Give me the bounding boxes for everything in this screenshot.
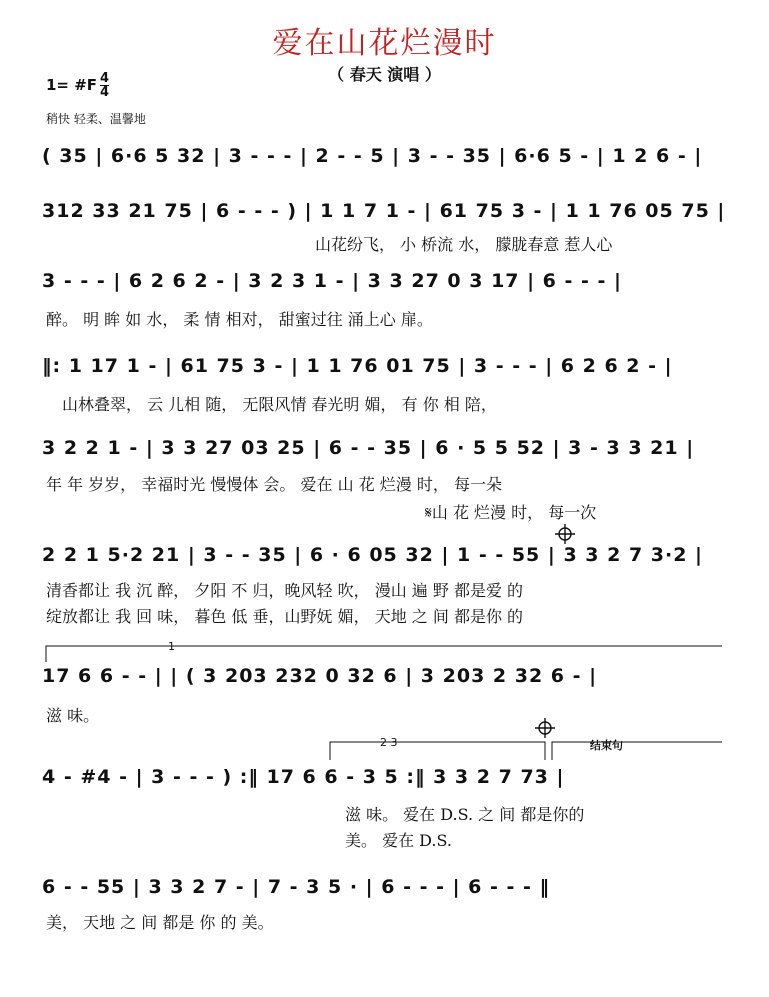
lyric-line-3: 山林叠翠， 云 儿相 随， 无限风情 春光明 媚， 有 你 相 陪， bbox=[62, 395, 497, 414]
lyric-line-1: 山花纷飞， 小 桥流 水， 朦胧春意 惹人心 bbox=[315, 235, 613, 254]
time-signature-top: 4 bbox=[100, 71, 110, 86]
lyric-line-7: 滋 味。 bbox=[46, 706, 100, 725]
coda-icon bbox=[555, 524, 575, 544]
music-line-9: 6 - - 55 | 3 3 2 7 - | 7 - 3 5 · | 6 - - - | 6 - - - ‖ bbox=[42, 876, 550, 898]
time-signature-bottom: 4 bbox=[100, 85, 110, 100]
music-line-4: ‖: 1 17 1 - | 61 75 3 - | 1 1 76 01 75 | 3 - - - | 6 2 6 2 - | bbox=[42, 355, 673, 377]
lyric-line-9: 美。 爱在 D.S. bbox=[345, 831, 452, 850]
music-line-7: 17 6 6 - - | | ( 3 203 232 0 32 6 | 3 203 2 32 6 - | bbox=[42, 665, 598, 687]
lyric-line-8: 滋 味。 爱在 D.S. 之 间 都是你的 bbox=[345, 805, 585, 824]
lyric-line-10: 美， 天地 之 间 都是 你 的 美。 bbox=[46, 913, 274, 932]
coda-icon bbox=[535, 718, 555, 738]
singer-credit: （ 春天 演唱 ） bbox=[328, 65, 441, 84]
music-line-2: 312 33 21 75 | 6 - - - ) | 1 1 7 1 - | 61 75 3 - | 1 1 76 05 75 | bbox=[42, 200, 726, 222]
music-line-1: ( 35 | 6·6 5 32 | 3 - - - | 2 - - 5 | 3 - - 35 | 6·6 5 - | 1 2 6 - | bbox=[42, 145, 703, 167]
lyric-line-4: 年 年 岁岁， 幸福时光 慢慢体 会。 爱在 山 花 烂漫 时， 每一朵 bbox=[46, 475, 502, 494]
volta-1-bracket bbox=[46, 646, 722, 662]
ending-bracket bbox=[552, 742, 722, 760]
volta-23-label: 2 3 bbox=[380, 736, 398, 749]
lyric-line-5: 清香都让 我 沉 醉， 夕阳 不 归，晚风轻 吹， 漫山 遍 野 都是爱 的 bbox=[46, 581, 524, 600]
lyric-line-4b: 𝄋山 花 烂漫 时， 每一次 bbox=[425, 503, 597, 522]
song-title: 爱在山花烂漫时 bbox=[272, 26, 497, 61]
volta-1-label: 1 bbox=[168, 640, 175, 653]
key-signature: 1= #F bbox=[46, 76, 98, 94]
music-line-6: 2 2 1 5·2 21 | 3 - - 35 | 6 · 6 05 32 | 1 - - 55 | 3 3 2 7 3·2 | bbox=[42, 544, 703, 566]
volta-23-bracket bbox=[330, 742, 545, 760]
lyric-line-2: 醉。 明 眸 如 水， 柔 情 相对， 甜蜜过往 涌上心 扉。 bbox=[46, 310, 433, 329]
music-line-8: 4 - #4 - | 3 - - - ) :‖ 17 6 6 - 3 5 :‖ 3 3 2 7 73 | bbox=[42, 766, 565, 788]
music-line-3: 3 - - - | 6 2 6 2 - | 3 2 3 1 - | 3 3 27 0 3 17 | 6 - - - | bbox=[42, 270, 622, 292]
ending-label: 结束句 bbox=[590, 739, 623, 752]
music-line-5: 3 2 2 1 - | 3 3 27 03 25 | 6 - - 35 | 6 · 5 5 52 | 3 - 3 3 21 | bbox=[42, 437, 695, 459]
lyric-line-6: 绽放都让 我 回 味， 暮色 低 垂，山野妩 媚， 天地 之 间 都是你 的 bbox=[46, 607, 524, 626]
tempo-marking: 稍快 轻柔、温馨地 bbox=[46, 112, 146, 126]
